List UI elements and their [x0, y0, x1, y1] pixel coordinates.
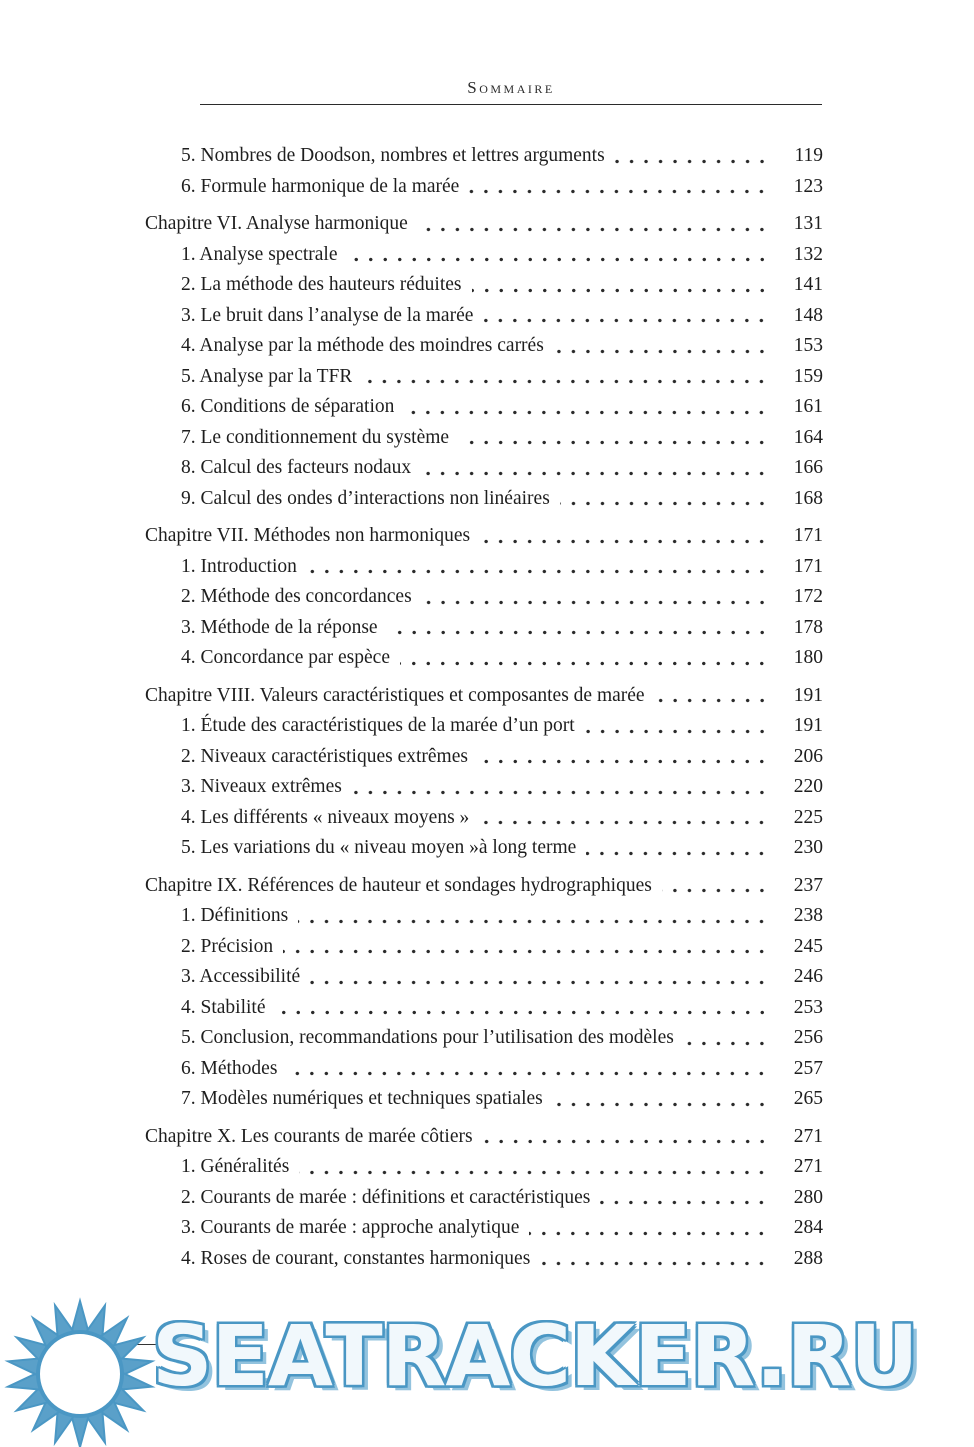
dot-leader — [615, 141, 769, 172]
toc-entry-label: 1. Introduction — [181, 555, 297, 577]
toc-entry-page: 284 — [793, 1217, 823, 1238]
toc-entry-label: Chapitre IX. Références de hauteur et sondages hydrographiques — [145, 874, 652, 896]
dot-leader — [421, 453, 769, 484]
toc-entry-label: 2. Méthode des concordances — [181, 586, 412, 607]
toc-entry-page: 238 — [793, 905, 823, 926]
toc-entry-label: 2. Niveaux caractéristiques extrêmes — [181, 745, 468, 767]
dot-leader — [540, 1244, 769, 1275]
toc-entry — [145, 1054, 823, 1085]
toc-entry-label: 1. Définitions — [181, 905, 289, 926]
toc-entry — [145, 484, 823, 515]
toc-entry-page: 230 — [793, 837, 823, 858]
header-rule — [200, 104, 822, 105]
toc-entry-page: 132 — [793, 243, 823, 265]
toc-entry — [145, 643, 823, 674]
toc-entry-page: 141 — [793, 274, 823, 295]
toc-entry-label: 3. Courants de marée : approche analytique — [181, 1217, 520, 1238]
toc-entry — [145, 392, 823, 423]
sun-icon — [2, 1296, 158, 1447]
toc-entry-label: 5. Conclusion, recommandations pour l’utilisation des modèles — [181, 1027, 674, 1048]
toc-entry-label: 2. Précision — [181, 935, 274, 957]
toc-entry-label: 8. Calcul des facteurs nodaux — [181, 457, 412, 478]
page-header — [200, 78, 822, 105]
toc-entry — [145, 901, 823, 932]
toc-entry-page: 153 — [793, 335, 823, 356]
toc-entry-label: 9. Calcul des ondes d’interactions non linéaires — [181, 487, 550, 509]
dot-leader — [298, 901, 769, 932]
dot-leader — [480, 521, 769, 552]
toc-entry — [145, 803, 823, 834]
dot-leader — [585, 711, 769, 742]
dot-leader — [352, 772, 769, 803]
dot-leader — [662, 871, 769, 902]
toc-entry-label: 6. Méthodes — [181, 1057, 278, 1079]
toc-entry-page: 257 — [793, 1057, 823, 1079]
toc-entry — [145, 270, 823, 301]
dot-leader — [307, 552, 769, 583]
toc-entry — [145, 962, 823, 993]
toc-entry — [145, 613, 823, 644]
toc-entry — [145, 141, 823, 172]
toc-entry — [145, 240, 823, 271]
toc-entry-page: 178 — [793, 616, 823, 638]
dot-leader — [483, 301, 769, 332]
toc-entry-page: 288 — [793, 1247, 823, 1269]
toc-entry-label: 1. Généralités — [181, 1156, 290, 1177]
toc-entry-label: 3. Méthode de la réponse — [181, 616, 378, 638]
toc-entry — [145, 521, 823, 552]
toc-entry-label: 5. Les variations du « niveau moyen »à long terme — [181, 837, 577, 858]
toc-entry-page: 191 — [793, 684, 823, 706]
toc-entry-label: 7. Le conditionnement du système — [181, 426, 450, 448]
toc-entry — [145, 1122, 823, 1153]
dot-leader — [553, 1084, 769, 1115]
toc-entry — [145, 453, 823, 484]
toc-entry-page: 180 — [793, 647, 823, 668]
toc-entry-label: Chapitre X. Les courants de marée côtiers — [145, 1125, 473, 1147]
dot-leader — [348, 240, 770, 271]
toc-entry-label: 3. Le bruit dans l’analyse de la marée — [181, 304, 474, 326]
toc-entry-label: 1. Analyse spectrale — [181, 243, 338, 265]
toc-entry-label: 4. Concordance par espèce — [181, 647, 390, 668]
toc-entry — [145, 209, 823, 240]
toc-entry-label: 4. Les différents « niveaux moyens » — [181, 806, 470, 828]
toc-entry — [145, 331, 823, 362]
dot-leader — [422, 582, 769, 613]
toc-entry — [145, 711, 823, 742]
toc-entry-page: 280 — [793, 1186, 823, 1208]
toc-entry-label: 1. Étude des caractéristiques de la marée d’un port — [181, 715, 575, 736]
toc-entry — [145, 772, 823, 803]
dot-leader — [299, 1152, 769, 1183]
toc-entry — [145, 1244, 823, 1275]
toc-entry-page: 225 — [793, 806, 823, 828]
toc-entry — [145, 1023, 823, 1054]
toc-entry-label: 5. Analyse par la TFR — [181, 365, 353, 387]
dot-leader — [478, 742, 769, 773]
toc-entry-page: 206 — [793, 745, 823, 767]
dot-leader — [560, 484, 769, 515]
dot-leader — [418, 209, 769, 240]
toc-entry-page: 191 — [793, 715, 823, 736]
watermark-text: SEATRACKER.RU — [152, 1307, 918, 1405]
toc-entry — [145, 301, 823, 332]
toc-entry-page: 265 — [793, 1088, 823, 1109]
dot-leader — [362, 362, 769, 393]
toc-entry-page: 271 — [793, 1125, 823, 1147]
dot-leader — [655, 681, 769, 712]
dot-leader — [554, 331, 769, 362]
page-title: Sommaire — [467, 78, 555, 97]
toc-entry-label: 4. Analyse par la méthode des moindres carrés — [181, 335, 544, 356]
toc-entry — [145, 582, 823, 613]
toc-entry — [145, 871, 823, 902]
toc-entry-label: 3. Niveaux extrêmes — [181, 776, 342, 797]
toc-entry — [145, 993, 823, 1024]
toc-entry — [145, 362, 823, 393]
toc — [145, 141, 823, 1274]
toc-entry — [145, 681, 823, 712]
toc-entry-label: Chapitre VII. Méthodes non harmoniques — [145, 525, 471, 546]
toc-entry — [145, 742, 823, 773]
toc-entry-label: 6. Formule harmonique de la marée — [181, 175, 460, 197]
dot-leader — [529, 1213, 769, 1244]
toc-entry — [145, 932, 823, 963]
toc-entry-label: 2. La méthode des hauteurs réduites — [181, 274, 462, 295]
dot-leader — [404, 392, 769, 423]
dot-leader — [310, 962, 769, 993]
toc-entry-label: 2. Courants de marée : définitions et caractéristiques — [181, 1186, 591, 1208]
watermark — [0, 1296, 974, 1447]
toc-entry — [145, 1084, 823, 1115]
dot-leader — [283, 932, 769, 963]
toc-entry-label: 4. Roses de courant, constantes harmoniques — [181, 1247, 531, 1269]
toc-entry — [145, 833, 823, 864]
toc-entry-page: 172 — [793, 586, 823, 607]
toc-entry-page: 256 — [793, 1027, 823, 1048]
toc-entry-label: 5. Nombres de Doodson, nombres et lettres arguments — [181, 145, 605, 166]
toc-entry-page: 253 — [793, 996, 823, 1018]
toc-entry-label: 6. Conditions de séparation — [181, 396, 395, 417]
toc-entry-label: 4. Stabilité — [181, 996, 266, 1018]
toc-entry-page: 131 — [793, 213, 823, 234]
toc-entry — [145, 423, 823, 454]
dot-leader — [600, 1183, 769, 1214]
dot-leader — [469, 172, 769, 203]
toc-entry-page: 171 — [793, 555, 823, 577]
dot-leader — [287, 1054, 769, 1085]
toc-entry-page: 237 — [793, 874, 823, 896]
toc-entry-page: 171 — [793, 525, 823, 546]
dot-leader — [479, 803, 769, 834]
toc-entry-page: 220 — [793, 776, 823, 797]
toc-entry-page: 148 — [793, 304, 823, 326]
toc-entry — [145, 1152, 823, 1183]
toc-entry-page: 159 — [793, 365, 823, 387]
toc-entry-page: 119 — [794, 145, 823, 166]
toc-entry — [145, 172, 823, 203]
dot-leader — [400, 643, 769, 674]
toc-entry — [145, 1213, 823, 1244]
toc-entry-page: 123 — [793, 175, 823, 197]
toc-entry-page: 166 — [793, 457, 823, 478]
toc-entry-page: 168 — [793, 487, 823, 509]
toc-entry-page: 245 — [793, 935, 823, 957]
toc-entry — [145, 1183, 823, 1214]
dot-leader — [483, 1122, 769, 1153]
dot-leader — [459, 423, 769, 454]
toc-entry-page: 271 — [793, 1156, 823, 1177]
toc-entry-page: 164 — [793, 426, 823, 448]
toc-entry-page: 246 — [793, 966, 823, 987]
toc-entry-label: 7. Modèles numériques et techniques spatiales — [181, 1088, 543, 1109]
toc-entry-label: 3. Accessibilité — [181, 966, 301, 987]
toc-entry-label: Chapitre VI. Analyse harmonique — [145, 213, 408, 234]
dot-leader — [276, 993, 770, 1024]
toc-entry-label: Chapitre VIII. Valeurs caractéristiques et composantes de marée — [145, 684, 645, 706]
dot-leader — [472, 270, 770, 301]
toc-entry-page: 161 — [793, 396, 823, 417]
dot-leader — [388, 613, 769, 644]
dot-leader — [684, 1023, 769, 1054]
toc-entry — [145, 552, 823, 583]
dot-leader — [586, 833, 769, 864]
